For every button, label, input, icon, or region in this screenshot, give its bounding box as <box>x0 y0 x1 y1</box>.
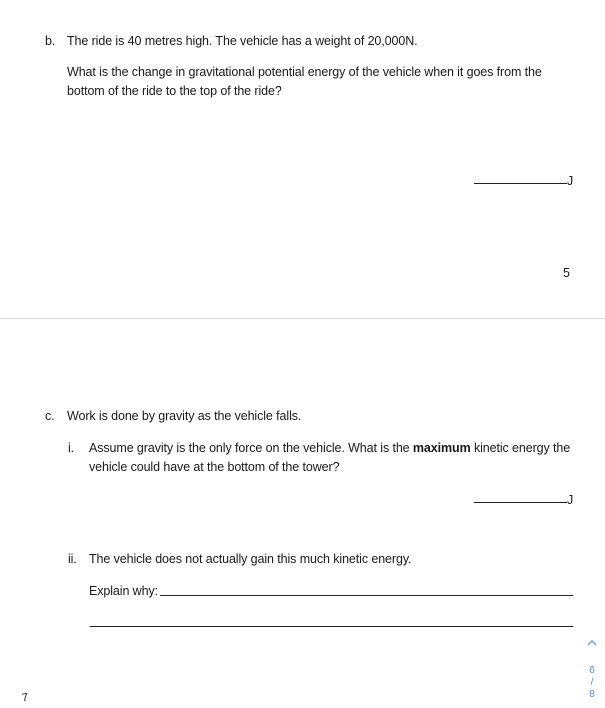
part-b-unit: J <box>567 174 574 188</box>
part-b-answer-line[interactable] <box>474 183 567 184</box>
part-b-statement: The ride is 40 metres high. The vehicle has a weight of 20,000N. <box>67 34 418 48</box>
part-c-statement: Work is done by gravity as the vehicle falls. <box>67 409 302 423</box>
corner-page-mark: 7 <box>21 691 29 705</box>
part-c-letter: c. <box>45 409 55 423</box>
sub-i-text-after: kinetic energy the <box>470 441 571 455</box>
explain-label: Explain why: <box>89 584 158 598</box>
pager-total: 8 <box>589 689 595 700</box>
sub-ii-statement: The vehicle does not actually gain this much kinetic energy. <box>89 552 412 566</box>
pager <box>585 636 599 701</box>
sub-i-unit: J <box>567 493 574 507</box>
sub-i-numeral: i. <box>68 441 75 455</box>
pager-separator: / <box>590 677 594 688</box>
chevron-up-icon[interactable] <box>585 636 599 651</box>
sub-i-question-line1 <box>89 438 570 458</box>
explain-answer-line-1[interactable] <box>160 595 573 596</box>
sub-i-answer-line[interactable] <box>474 502 567 503</box>
pager-current: 6 <box>589 665 595 676</box>
part-b-question-line2: bottom of the ride to the top of the ride? <box>67 84 282 98</box>
sub-i-question-line2: vehicle could have at the bottom of the tower? <box>89 460 340 474</box>
sub-ii-numeral: ii. <box>68 552 77 566</box>
sub-i-text-before: Assume gravity is the only force on the vehicle. What is the <box>89 441 413 455</box>
explain-answer-line-2[interactable] <box>90 626 573 627</box>
page-number: 5 <box>563 266 570 280</box>
sub-i-bold-word: maximum <box>412 441 471 455</box>
part-b-letter: b. <box>45 34 56 48</box>
page-divider <box>0 318 605 319</box>
part-b-question-line1: What is the change in gravitational potential energy of the vehicle when it goes from the <box>67 65 542 79</box>
